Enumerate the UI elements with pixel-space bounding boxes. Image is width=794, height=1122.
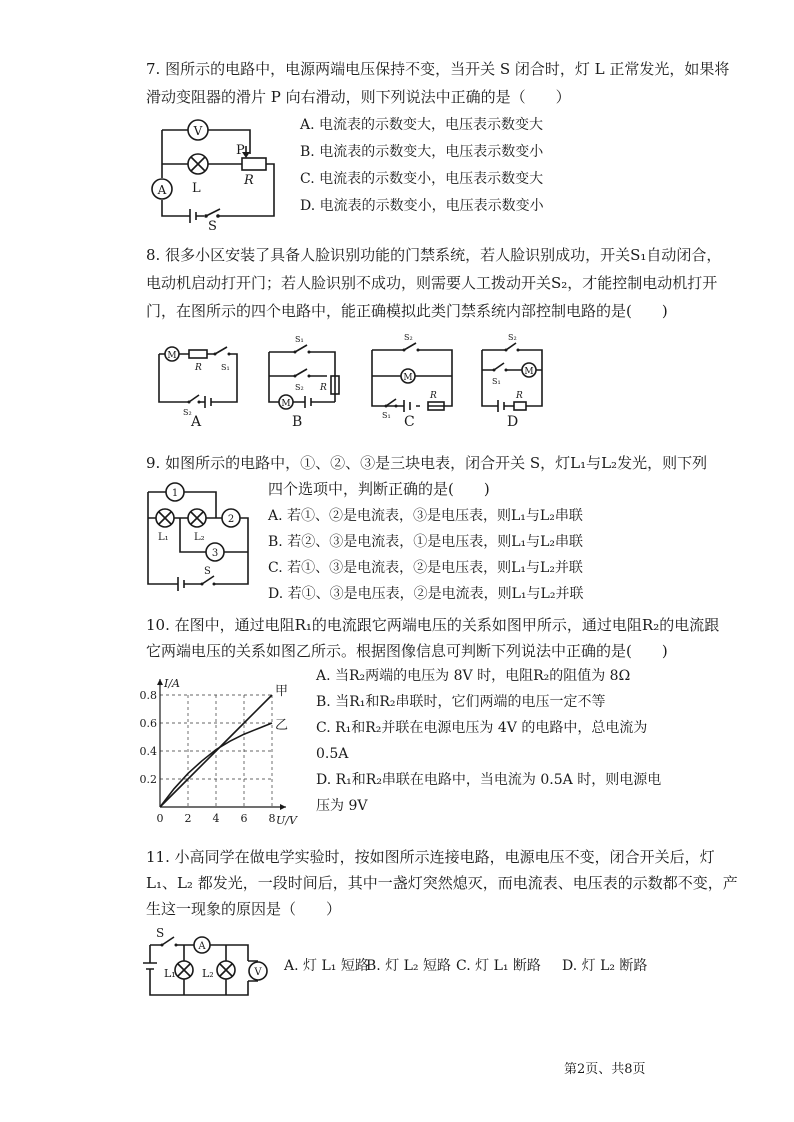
svg-text:V: V: [254, 967, 262, 978]
series-jia: [160, 695, 272, 807]
svg-text:L₂: L₂: [194, 532, 205, 543]
q8-circuit-d: [478, 330, 548, 412]
q7-option-b[interactable]: B. 电流表的示数变大，电压表示数变小: [300, 144, 544, 160]
q7-rheostat: [242, 158, 266, 170]
y-tick-label: 0.4: [139, 745, 157, 758]
svg-text:1: 1: [171, 488, 179, 499]
series-label: 乙: [275, 718, 289, 733]
svg-text:M: M: [167, 351, 177, 361]
q7-text-line2: 滑动变阻器的滑片 P 向右滑动，则下列说法中正确的是（ ）: [146, 88, 571, 106]
q11-option-c[interactable]: C. 灯 L₁ 断路: [456, 958, 541, 974]
svg-text:S₂: S₂: [295, 383, 304, 392]
q8a-resistor: [189, 350, 207, 358]
q8-text-line1: 8. 很多小区安装了具备人脸识别功能的门禁系统，若人脸识别成功，开关S₁自动闭合，: [146, 246, 722, 264]
q7-option-d[interactable]: D. 电流表的示数变小，电压表示数变小: [300, 198, 544, 214]
svg-text:S₂: S₂: [404, 333, 413, 342]
svg-text:S: S: [204, 566, 211, 577]
svg-text:A: A: [157, 183, 167, 197]
x-tick-label: 6: [240, 812, 248, 825]
q8-circuit-c: [368, 330, 458, 420]
svg-text:R: R: [195, 363, 202, 373]
q11-option-a[interactable]: A. 灯 L₁ 短路: [284, 958, 369, 974]
y-tick-label: 0.2: [139, 773, 157, 786]
q11-text-line3: 生这一现象的原因是（ ）: [146, 900, 342, 918]
svg-text:L₁: L₁: [158, 532, 169, 543]
svg-text:M: M: [524, 367, 534, 377]
q10-option-a[interactable]: A. 当R₂两端的电压为 8V 时，电阻R₂的阻值为 8Ω: [316, 668, 631, 684]
svg-text:L₂: L₂: [202, 967, 214, 980]
y-axis-label: I/A: [164, 677, 180, 690]
series-label: 甲: [275, 684, 289, 699]
page-number: 第2页、共8页: [564, 1062, 646, 1077]
svg-text:L: L: [192, 181, 201, 196]
q7-text-line1: 7. 图所示的电路中，电源两端电压保持不变，当开关 S 闭合时，灯 L 正常发光，如果将: [146, 60, 730, 78]
svg-text:S₁: S₁: [295, 335, 304, 344]
y-tick-label: 0.8: [139, 689, 157, 702]
q7-option-a[interactable]: A. 电流表的示数变大，电压表示数变大: [300, 117, 544, 133]
q9-text-line1: 9. 如图所示的电路中，①、②、③是三块电表，闭合开关 S，灯L₁与L₂发光，则下列: [146, 454, 708, 472]
q9-option-c[interactable]: C. 若①、③是电流表，②是电压表，则L₁与L₂并联: [268, 560, 583, 576]
q8-circuit-b: [265, 330, 345, 412]
svg-text:M: M: [281, 399, 291, 409]
svg-text:R: R: [320, 383, 327, 393]
svg-text:L₁: L₁: [164, 967, 176, 980]
q9-text-line2: 四个选项中，判断正确的是( ): [268, 480, 490, 498]
y-axis-arrow: [157, 679, 163, 685]
q10-text-line1: 10. 在图中，通过电阻R₁的电流跟它两端电压的关系如图甲所示，通过电阻R₂的电流跟: [146, 616, 720, 634]
q11-circuit-figure: [140, 925, 274, 1001]
q8-text-line2: 电动机启动打开门；若人脸识别不成功，则需要人工拨动开关S₂，才能控制电动机打开: [146, 274, 718, 292]
svg-text:S₂: S₂: [508, 333, 517, 342]
x-axis-arrow: [280, 804, 286, 810]
x-axis-label: U/V: [276, 814, 297, 827]
q8-text-line3: 门，在图所示的四个电路中，能正确模拟此类门禁系统内部控制电路的是( ): [146, 302, 668, 320]
svg-text:S₁: S₁: [492, 377, 501, 386]
x-tick-label: 2: [184, 812, 192, 825]
svg-text:V: V: [193, 124, 203, 138]
q9-option-a[interactable]: A. 若①、②是电流表，③是电压表，则L₁与L₂串联: [268, 508, 583, 524]
x-tick-label: 8: [268, 812, 276, 825]
q11-text-line1: 11. 小高同学在做电学实验时，按如图所示连接电路，电源电压不变，闭合开关后，灯: [146, 848, 715, 866]
svg-text:S₂: S₂: [183, 408, 192, 417]
q10-option-d[interactable]: D. R₁和R₂串联在电路中，当电流为 0.5A 时，则电源电: [316, 772, 662, 788]
q8-label-b[interactable]: B: [292, 414, 303, 430]
y-tick-label: 0.6: [139, 717, 157, 730]
q10-option-c-cont: 0.5A: [316, 746, 349, 762]
q10-option-c[interactable]: C. R₁和R₂并联在电源电压为 4V 的电路中，总电流为: [316, 720, 648, 736]
q11-option-d[interactable]: D. 灯 L₂ 断路: [562, 958, 648, 974]
svg-text:S: S: [156, 926, 165, 940]
q10-option-d-cont: 压为 9V: [316, 798, 368, 814]
svg-text:2: 2: [227, 514, 235, 525]
svg-text:S₁: S₁: [221, 363, 230, 372]
svg-text:R: R: [430, 391, 437, 401]
svg-text:R: R: [516, 391, 523, 401]
q10-option-b[interactable]: B. 当R₁和R₂串联时，它们两端的电压一定不等: [316, 694, 606, 710]
q10-iu-chart: [140, 665, 300, 825]
svg-text:3: 3: [211, 548, 219, 559]
q7-circuit-figure: [150, 112, 280, 234]
svg-text:M: M: [403, 373, 413, 383]
q8-label-a[interactable]: A: [191, 414, 202, 430]
svg-text:P: P: [236, 143, 245, 158]
q8-circuit-a: [155, 340, 245, 417]
svg-text:R: R: [244, 173, 254, 188]
q9-circuit-figure: [144, 480, 254, 592]
series-yi: [160, 723, 272, 807]
x-tick-label: 4: [212, 812, 220, 825]
q9-option-b[interactable]: B. 若②、③是电流表，①是电压表，则L₁与L₂串联: [268, 534, 584, 550]
q8-label-d[interactable]: D: [507, 414, 519, 430]
q10-text-line2: 它两端电压的关系如图乙所示。根据图像信息可判断下列说法中正确的是( ): [146, 642, 668, 660]
q7-option-c[interactable]: C. 电流表的示数变小，电压表示数变大: [300, 171, 544, 187]
q11-option-b[interactable]: B. 灯 L₂ 短路: [366, 958, 451, 974]
x-tick-label: 0: [156, 812, 164, 825]
q11-text-line2: L₁、L₂ 都发光，一段时间后，其中一盏灯突然熄灭，而电流表、电压表的示数都不变，产: [146, 874, 738, 892]
svg-text:S₁: S₁: [382, 411, 391, 420]
q9-option-d[interactable]: D. 若①、③是电压表，②是电流表，则L₁与L₂并联: [268, 586, 584, 602]
svg-text:S: S: [208, 219, 217, 234]
q8-label-c[interactable]: C: [404, 414, 415, 430]
svg-text:A: A: [198, 941, 206, 952]
